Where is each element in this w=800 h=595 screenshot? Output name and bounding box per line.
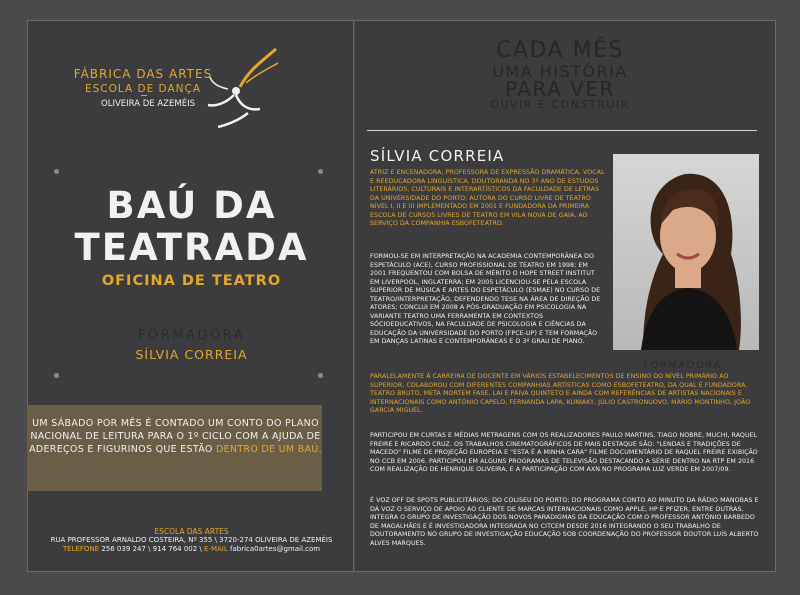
bio-paragraph-3: PARALELAMENTE À CARREIRA DE DOCENTE EM VÁRIOS ESTABELECIMENTOS DE ENSINO DO NÍVEL PRIMÁRIO AO SUPERIOR, COLABOROU COM DIFERENTES COMPANHIAS ARTÍSTICAS COMO ESBOFETEATRO, DA QUAL É FUNDADORA, TEATRO BRUTO, META MORTEM FASE, LAI E PAIVA QUINTETO E AINDA COM REFERÊNCIAS DE ARTISTAS NACIONAIS E INTERNACIONAIS COMO ANTÓNIO CAPELO, FERNANDA LAPA, KUNIAKY, JÚLIO CASTRONUOVO, MÁRIO MONTINHO, JOÃO GARCIA MIGUEL. (370, 373, 751, 414)
divider (367, 130, 757, 131)
footer-school: ESCOLA DAS ARTES (154, 527, 229, 536)
logo-city: OLIVEIRA DE AZEMÉIS (101, 99, 195, 109)
bio-paragraph-2: FORMOU-SE EM INTERPRETAÇÃO NA ACADEMIA CONTEMPORÂNEA DO ESPETÁCULO (ACE), CURSO PROFISSIONAL DE TEATRO EM 1998; EM 2001 FREQUENTOU COM BOLSA DE MÉRITO O HOPE STREET INSTITUT EM LIVERPOOL, INGLATERRA; EM 2005 LICENCIOU-SE PELA ESCOLA SUPERIOR DE MÚSICA E ARTES DO ESPETÁCULO (ESMAE) NO CURSO DE TEATRO/INTERPRETAÇÃO, DEFENDENDO TESE NA ÁREA DE DIREÇÃO DE ATORES; CONCLUI EM 2008 A PÓS-GRADUAÇÃO EM PSICOLOGIA NA VARIANTE TEATRO UMA FERRAMENTA EM CONTEXTOS SÓCIOEDUCATIVOS, NA FACULDADE DE PSICOLOGIA E CIÊNCIAS DA EDUCAÇÃO DA UNIVERSIDADE DO PORTO (FPCE-UP) E TEM FORMAÇÃO EM DANÇAS LATINAS E CONTEMPORÂNEAS E O 3º GRAU DE PIANO. (370, 253, 601, 345)
role-label: FORMADORA (138, 328, 245, 343)
decor-dot (54, 169, 59, 174)
band-text-highlight: DENTRO DE UM BAÚ. (216, 444, 322, 455)
footer-contacts (28, 545, 355, 553)
headline-line1: CADA MÊS (496, 38, 624, 63)
left-page (27, 20, 354, 572)
bio-paragraph-4: PARTICIPOU EM CURTAS E MÉDIAS METRAGENS COM OS REALIZADORES PAULO MARTINS, TIAGO NOBRE, MUCHI, RAQUEL FREIRE E RICARDO CRUZ. OS TRABALHOS CINEMATOGRÁFICOS DE MAIS DESTAQUE SÃO: "LENDAS E TRADIÇÕES DE MACEDO" FILME DE PROJEÇÃO EUROPEIA E "ESTA É A MINHA CARA" FILME DOCUMENTÁRIO DE RAQUEL FREIRE EXIBIÇÃO NO CCB EM 2006. PARTICIPOU EM ALGUNS PROGRAMAS DE TELEVISÃO DESTACANDO A SÉRIE DENTRO NA RTP EM 2016 COM REALIZAÇÃO DE HENRIQUE OLIVEIRA, E A PARTICIPAÇÃO COM AXN NO PROGRAMA LUZ VERDE EM 2007/09. (370, 432, 758, 473)
decor-dot (318, 373, 323, 378)
headline-line4: OUVIR E CONSTRUIR (490, 98, 630, 111)
band-text-main: UM SÁBADO POR MÊS É CONTADO UM CONTO DO PLANO NACIONAL DE LEITURA PARA O 1º CICLO COM A AJUDA DE ADEREÇOS E FIGURINOS QUE ESTÃO (29, 418, 321, 455)
footer-address: RUA PROFESSOR ARNALDO COSTEIRA, Nº 355 \ 3720-274 OLIVEIRA DE AZEMÉIS (50, 536, 333, 544)
role-name: SÍLVIA CORREIA (135, 347, 248, 362)
title-line1: BAÚ DA (106, 184, 277, 227)
headline-line2: UMA HISTÓRIA (492, 62, 628, 81)
portrait-photo (613, 154, 759, 350)
email-label: E-MAIL (204, 545, 228, 553)
title-line2: TEATRADA (74, 226, 309, 269)
bio-paragraph-1: ATRIZ E ENCENADORA; PROFESSORA DE EXPRESSÃO DRAMÁTICA, VOCAL E REEDUCADORA LINGUÍSTICA. DOUTORANDA NO 3º ANO DE ESTUDOS LITERÁRIOS, CULTURAIS E INTERARTÍSTICOS DA FACULDADE DE LETRAS DA UNIVERSIDADE DO PORTO; AUTORA DO CURSO LIVRE DE TEATRO NÍVEL I, II E III IMPLEMENTADO EM 2001 E FUNDADORA DA PRIMEIRA ESCOLA DE CURSOS LIVRES DE TEATRO EM VILA NOVA DE GAIA, AO SERVIÇO DA COMPANHIA ESBOFETEATRO. (370, 169, 605, 227)
subtitle: OFICINA DE TEATRO (101, 273, 282, 289)
photo-caption: FORMADORA (643, 360, 722, 371)
decor-dot (54, 373, 59, 378)
email-value: fabrica0artes@gmail.com (230, 545, 321, 553)
right-page (355, 20, 776, 572)
decor-dot (318, 169, 323, 174)
logo-subname: ESCOLA DE DANÇA (84, 83, 202, 95)
headline-line3: PARA VER (505, 77, 615, 101)
logo-name: FÁBRICA DAS ARTES (73, 67, 213, 81)
dancer-logo-icon (188, 43, 298, 129)
logo-dash (141, 95, 147, 96)
bio-paragraph-5: É VOZ OFF DE SPOTS PUBLICITÁRIOS; DO COLISEU DO PORTO; DO PROGRAMA CONTO AO MINUTO DA RÁDIO MANOBAS E DÁ VOZ O SERVIÇO DE APOIO AO CLIENTE DE MARCAS INTERNACIONAIS COMO APPLE, HP E PFIZER, ENTRE OUTRAS. INTEGRA O GRUPO DE INVESTIGAÇÃO DOS NOVOS PARADIGMAS DA EDUCAÇÃO COM O PROFESSOR ANTÓNIO BARBEDO DE MAGALHÃES E É INVESTIGADORA INTEGRADA NO CITCEM DESDE 2016 INTEGRANDO O SEU TRABALHO DE DOUTORAMENTO NO GRUPO DE INVESTIGAÇÃO EDUCAÇÃO SOB COORDENAÇÃO DO PROFESSOR DOUTOR LUÍS ALBERTO ALVES MARQUES. (370, 497, 759, 547)
phone-label: TELEFONE (62, 545, 100, 553)
band-text (28, 417, 323, 456)
person-name: SÍLVIA CORREIA (370, 147, 505, 165)
phone-value: 256 039 247 \ 914 764 002 \ (101, 545, 202, 553)
